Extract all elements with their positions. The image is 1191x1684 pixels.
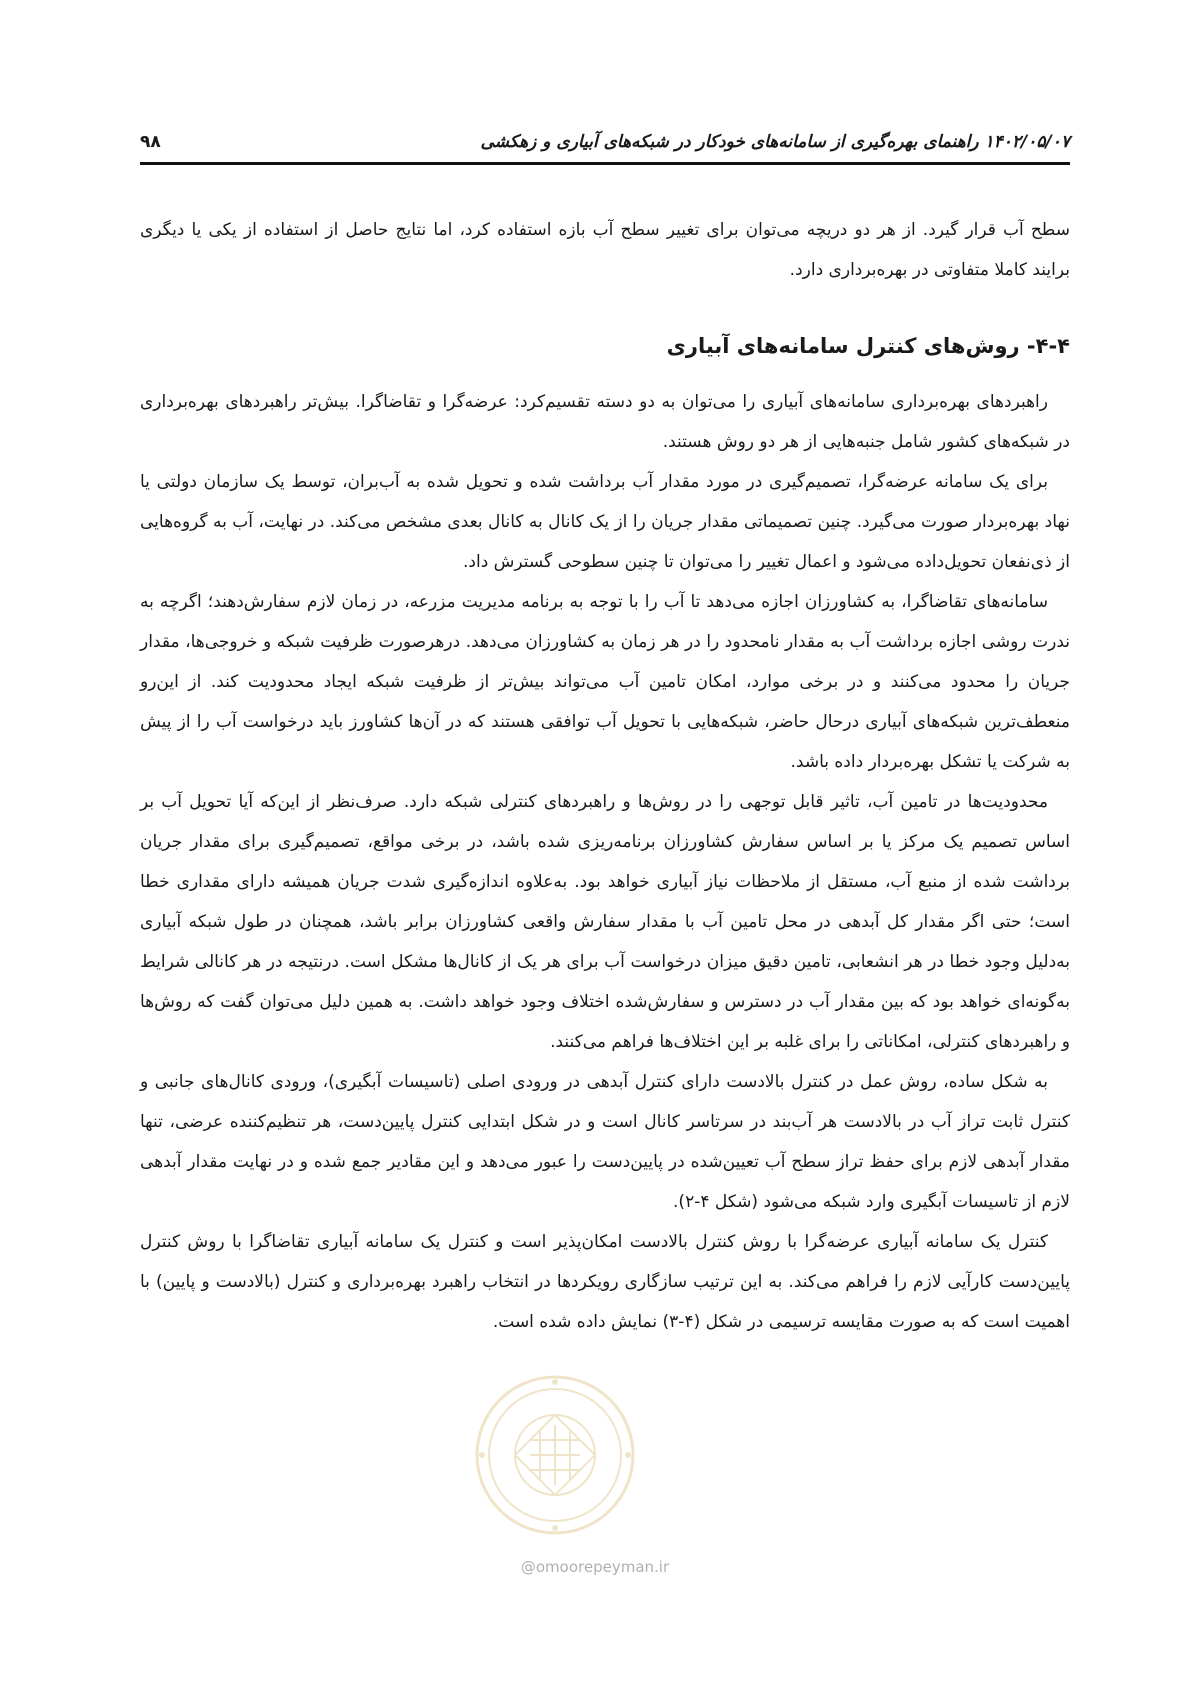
body-paragraph: محدودیت‌ها در تامین آب، تاثیر قابل توجهی را در روش‌ها و راهبردهای کنترلی شبکه دارد. صرف‌نظر از این‌که آیا تحویل آب بر اساس تصمیم یک مرکز یا بر اساس سفارش کشاورزان برنامه‌ریزی شده باشد، در برخی مواقع، تصمیم‌گیری برای مقدار جریان برداشت شده از منبع آب، مستقل از ملاحظات نیاز آبیاری خواهد بود. به‌علاوه اندازه‌گیری شدت جریان همیشه دارای مقداری خطا است؛ حتی اگر مقدار کل آبدهی در محل تامین آب با مقدار سفارش واقعی کشاورزان برابر باشد، همچنان در طول شبکه آبیاری به‌دلیل وجود خطا در هر انشعابی، تامین دقیق میزان درخواست آب برای هر یک از کانال‌ها مشکل است. درنتیجه در هر کانالی شرایط به‌گونه‌ای خواهد بود که بین مقدار آب در دسترس و سفارش‌شده اختلاف وجود خواهد داشت. به همین دلیل می‌توان گفت که روش‌ها و راهبردهای کنترلی، امکاناتی را برای غلبه بر این اختلاف‌ها فراهم می‌کنند. xyxy=(140,792,1070,1052)
watermark-caption: @omoorepeyman.ir xyxy=(520,1558,670,1576)
body-paragraph: کنترل یک سامانه آبیاری عرضه‌گرا با روش کنترل بالادست امکان‌پذیر است و کنترل یک سامانه آبیاری تقاضاگرا با روش کنترل پایین‌دست کارآیی لازم را فراهم می‌کند. به این ترتیب سازگاری رویکردها در انتخاب راهبرد بهره‌برداری و کنترل (بالادست و پایین) با اهمیت است که به صورت مقایسه ترسیمی در شکل (۴-۳) نمایش داده شده است. xyxy=(140,1232,1070,1332)
header-divider xyxy=(140,162,1070,165)
page-header xyxy=(140,128,1070,166)
intro-paragraph: سطح آب قرار گیرد. از هر دو دریچه می‌توان برای تغییر سطح آب بازه استفاده کرد، اما نتایج حاصل از استفاده از یکی یا دیگری برایند کاملا متفاوتی در بهره‌برداری دارد. xyxy=(140,220,1070,280)
section-heading: ۴-۴- روش‌های کنترل سامانه‌های آبیاری xyxy=(666,334,1070,358)
watermark-seal-icon xyxy=(470,1370,640,1540)
body-paragraph: سامانه‌های تقاضاگرا، به کشاورزان اجازه می‌دهد تا آب را با توجه به برنامه مدیریت مزرعه، در زمان لازم سفارش‌دهند؛ اگرچه به ندرت روشی اجازه برداشت آب به مقدار نامحدود را در هر زمان به کشاورزان می‌دهد. درهرصورت ظرفیت شبکه و خروجی‌ها، مقدار جریان را محدود می‌کنند و در برخی موارد، امکان تامین آب می‌تواند بیش‌تر از ظرفیت شبکه ایجاد محدودیت کند. از این‌رو منعطف‌ترین شبکه‌های آبیاری درحال حاضر، شبکه‌هایی با تحویل آب توافقی هستند که در آن‌ها کشاورز باید درخواست آب را از پیش به شرکت یا تشکل بهره‌بردار داده باشد. xyxy=(140,592,1070,772)
header-title: ۱۴۰۲/۰۵/۰۷ راهنمای بهره‌گیری از سامانه‌های خودکار در شبکه‌های آبیاری و زهکشی xyxy=(480,132,1070,152)
page-number: ۹۸ xyxy=(140,132,161,152)
body-paragraph: به شکل ساده، روش عمل در کنترل بالادست دارای کنترل آبدهی در ورودی اصلی (تاسیسات آبگیری)، ورودی کانال‌های جانبی و کنترل ثابت تراز آب در بالادست هر آب‌بند در سرتاسر کانال است و در شکل ابتدایی کنترل پایین‌دست، هر تنظیم‌کننده عرضی، تنها مقدار آبدهی لازم برای حفظ تراز سطح آب تعیین‌شده در پایین‌دست را عبور می‌دهد و این مقادیر جمع شده و در نهایت مقدار آبدهی لازم از تاسیسات آبگیری وارد شبکه می‌شود (شکل ۴-۲). xyxy=(140,1072,1070,1212)
body-paragraph: برای یک سامانه عرضه‌گرا، تصمیم‌گیری در مورد مقدار آب برداشت شده و تحویل شده به آب‌بران، توسط یک سازمان دولتی یا نهاد بهره‌بردار صورت می‌گیرد. چنین تصمیماتی مقدار جریان را از یک کانال به کانال بعدی مشخص می‌کند. در نهایت، آب به گروه‌هایی از ذی‌نفعان تحویل‌داده می‌شود و اعمال تغییر را می‌توان تا چنین سطوحی گسترش داد. xyxy=(140,472,1070,572)
body-paragraph: راهبردهای بهره‌برداری سامانه‌های آبیاری را می‌توان به دو دسته تقسیم‌کرد: عرضه‌گرا و تقاضاگرا. بیش‌تر راهبردهای بهره‌برداری در شبکه‌های کشور شامل جنبه‌هایی از هر دو روش هستند. xyxy=(140,392,1070,452)
page-content xyxy=(140,210,1070,1342)
